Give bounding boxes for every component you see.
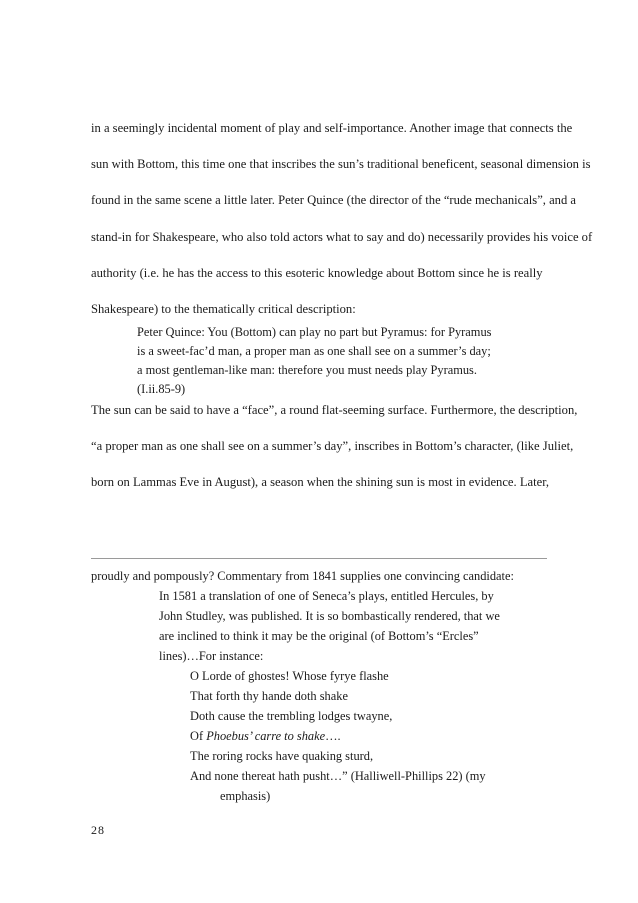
body-line: The sun can be said to have a “face”, a round flat-seeming surface. Furthermore, the description, — [91, 403, 578, 417]
verse-line: The roring rocks have quaking sturd, — [190, 749, 374, 763]
body-line: stand-in for Shakespeare, who also told actors what to say and do) necessarily provides his voice of — [91, 230, 593, 244]
verse-suffix: …. — [325, 729, 341, 743]
verse-prefix: Of — [190, 729, 207, 743]
body-line: found in the same scene a little later. Peter Quince (the director of the “rude mechanicals”, and a — [91, 193, 577, 207]
body-line: “a proper man as one shall see on a summer’s day”, inscribes in Bottom’s character, (like Juliet, — [91, 439, 574, 453]
footnote-quote-line: are inclined to think it may be the original (of Bottom’s “Ercles” — [159, 629, 479, 643]
body-line: born on Lammas Eve in August), a season when the shining sun is most in evidence. Later, — [91, 475, 550, 489]
footnote-quote-line: lines)…For instance: — [159, 649, 264, 663]
body-line: sun with Bottom, this time one that inscribes the sun’s traditional beneficent, seasonal dimension is — [91, 157, 591, 171]
footnote-quote-line: John Studley, was published. It is so bombastically rendered, that we — [159, 609, 500, 623]
verse-line: And none thereat hath pusht…” (Halliwell-Phillips 22) (my — [190, 769, 486, 783]
block-quote-citation: (I.ii.85-9) — [137, 382, 186, 396]
block-quote-line: is a sweet-fac’d man, a proper man as one shall see on a summer’s day; — [137, 344, 491, 358]
block-quote-line: Peter Quince: You (Bottom) can play no part but Pyramus: for Pyramus — [137, 325, 492, 339]
footnote-separator — [91, 558, 547, 559]
verse-line: Doth cause the trembling lodges twayne, — [190, 709, 393, 723]
page-number: 28 — [91, 823, 105, 837]
verse-line: That forth thy hande doth shake — [190, 689, 348, 703]
block-quote-line: a most gentleman-like man: therefore you must needs play Pyramus. — [137, 363, 477, 377]
footnote-intro: proudly and pompously? Commentary from 1841 supplies one convincing candidate: — [91, 569, 514, 583]
verse-line: O Lorde of ghostes! Whose fyrye flashe — [190, 669, 389, 683]
body-line: Shakespeare) to the thematically critical description: — [91, 302, 356, 316]
verse-line: emphasis) — [220, 789, 271, 803]
verse-line-italic — [190, 730, 341, 742]
body-line: authority (i.e. he has the access to this esoteric knowledge about Bottom since he is really — [91, 266, 543, 280]
verse-italic-text: Phoebus’ carre to shake — [206, 729, 326, 743]
body-line: in a seemingly incidental moment of play and self-importance. Another image that connects the — [91, 121, 573, 135]
footnote-quote-line: In 1581 a translation of one of Seneca’s plays, entitled Hercules, by — [159, 589, 494, 603]
